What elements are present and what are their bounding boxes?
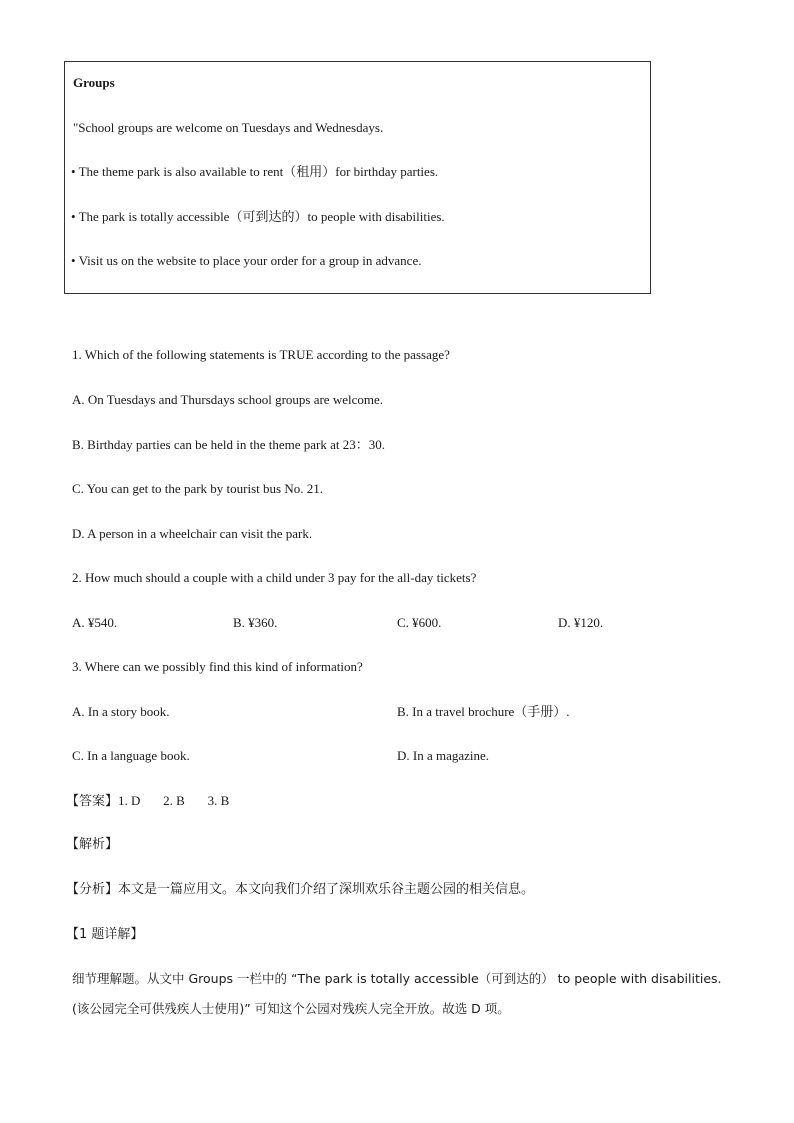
question-3-option-d: D. In a magazine. xyxy=(397,748,490,763)
question-3-option-a: A. In a story book. xyxy=(72,704,170,719)
question-2-option-b: B. ¥360. xyxy=(233,615,278,630)
question-2-stem: 2. How much should a couple with a child under 3 pay for the all-day tickets? xyxy=(72,570,477,585)
question-1-stem: 1. Which of the following statements is TRUE according to the passage? xyxy=(72,347,450,362)
detail-1-line-2: (该公园完全可供残疾人士使用)” 可知这个公园对残疾人完全开放。故选 D 项。 xyxy=(72,1001,510,1016)
question-1-option-d: D. A person in a wheelchair can visit the park. xyxy=(72,526,313,541)
question-2-option-d: D. ¥120. xyxy=(558,615,604,630)
groups-line-accessible: • The park is totally accessible（可到达的）to people with disabilities. xyxy=(71,209,445,224)
groups-title: Groups xyxy=(73,75,115,90)
question-2-option-c: C. ¥600. xyxy=(397,615,442,630)
question-3-option-c: C. In a language book. xyxy=(72,748,190,763)
answer-values: 1. D 2. B 3. B xyxy=(118,793,230,808)
summary-row xyxy=(66,882,534,898)
groups-line-rent: • The theme park is also available to rent（租用）for birthday parties. xyxy=(71,164,439,179)
answer-label: 【答案】 xyxy=(66,794,119,809)
question-1-option-b: B. Birthday parties can be held in the theme park at 23：30. xyxy=(72,437,385,452)
groups-line-school: "School groups are welcome on Tuesdays and Wednesdays. xyxy=(73,120,384,135)
question-1-option-c: C. You can get to the park by tourist bus No. 21. xyxy=(72,481,323,496)
groups-info-box xyxy=(64,61,651,294)
groups-line-website: • Visit us on the website to place your order for a group in advance. xyxy=(71,253,422,268)
answer-row xyxy=(66,793,229,810)
question-2-option-a: A. ¥540. xyxy=(72,615,118,630)
summary-label: 【分析】 xyxy=(66,882,119,897)
question-3-option-b: B. In a travel brochure（手册）. xyxy=(397,704,570,719)
detail-1-line-1: 细节理解题。从文中 Groups 一栏中的 “The park is totally accessible（可到达的） to people with disabilities. xyxy=(72,971,722,986)
question-3-stem: 3. Where can we possibly find this kind of information? xyxy=(72,659,363,674)
detail-1-label: 【1 题详解】 xyxy=(66,927,144,942)
summary-text: 本文是一篇应用文。本文向我们介绍了深圳欢乐谷主题公园的相关信息。 xyxy=(118,882,535,897)
question-1-option-a: A. On Tuesdays and Thursdays school groups are welcome. xyxy=(72,392,383,407)
analysis-label: 【解析】 xyxy=(66,837,119,852)
